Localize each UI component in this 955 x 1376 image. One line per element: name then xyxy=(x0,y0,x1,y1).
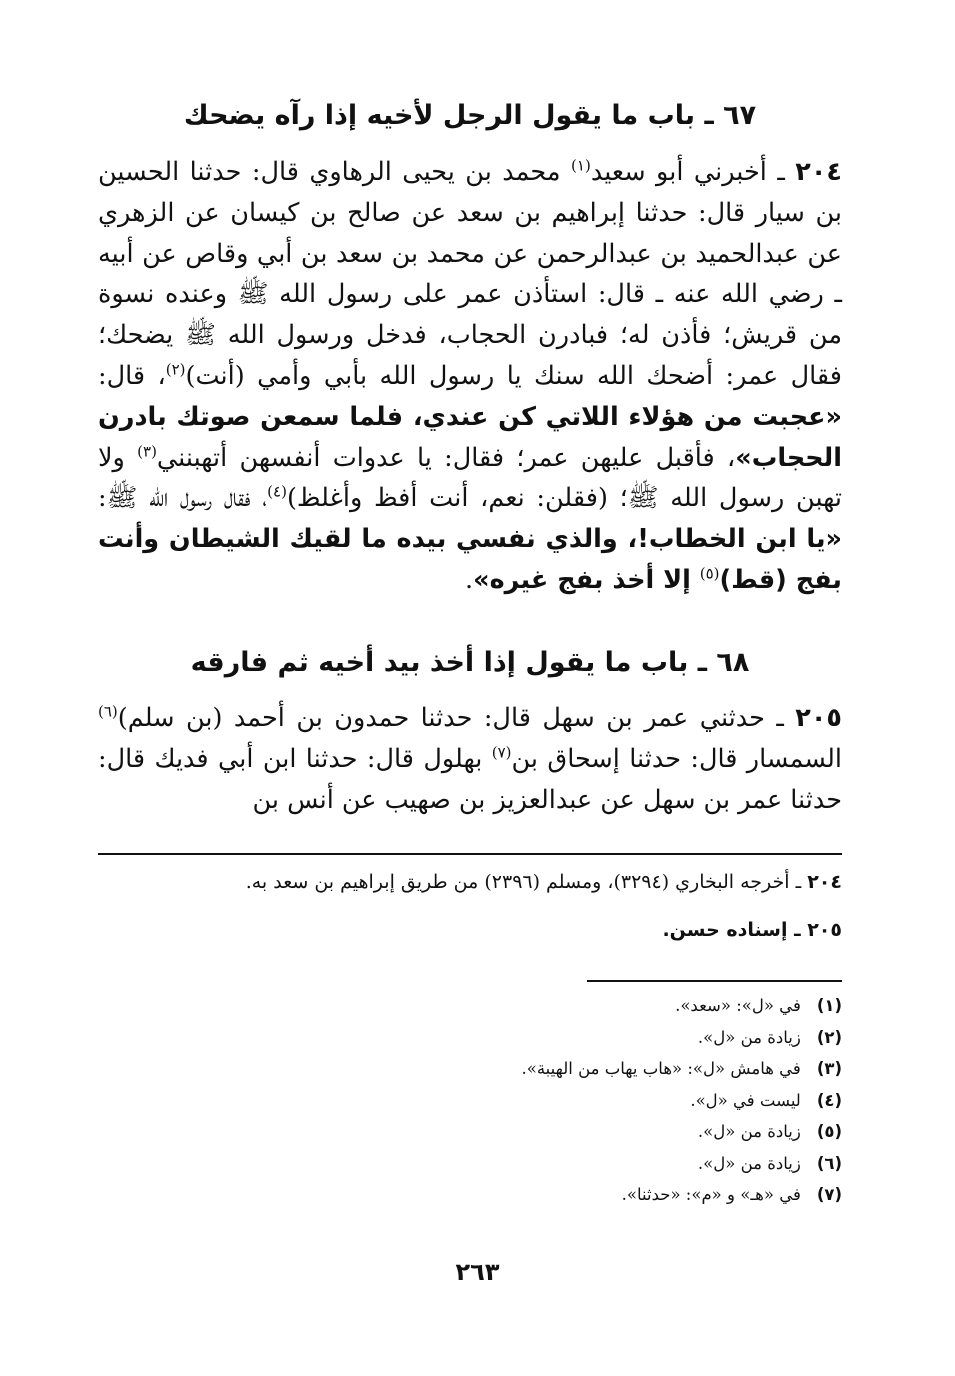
hadith-number: ٢٠٤ xyxy=(795,157,842,187)
hadith-text: ـ أخبرني أبو سعيد xyxy=(590,157,796,187)
footnote-number: (٢) xyxy=(816,1027,842,1047)
hadith-text: . xyxy=(464,564,474,595)
tahqiq-note-204 xyxy=(98,868,842,896)
hadith-text: محمد بن يحيى الرهاوي قال: حدثنا الحسين بن سيار قال: حدثنا إبراهيم بن سعد عن صالح بن كيسان عن الزهري عن عبدالحميد بن عبدالرحمن عن محمد بن سعد بن أبي وقاص عن أبيه ـ رضي الله عنه ـ قال: استأذن عمر على رسول الله ﷺ وعنده نسوة من قريش؛ فأذن له؛ فبادرن الحجاب، فدخل ورسول الله ﷺ يضحك؛ فقال عمر: أضحك الله سنك يا رسول الله بأبي وأمي (أنت) xyxy=(98,157,842,391)
tahqiq-number: ٢٠٥ xyxy=(807,919,842,941)
hadith-text: السمسار قال: حدثنا إسحاق بن xyxy=(511,743,842,774)
footnote-short-divider xyxy=(587,980,842,982)
footnote-number: (٤) xyxy=(816,1090,842,1110)
footnote-list xyxy=(98,990,842,1211)
tahqiq-text: ـ أخرجه البخاري (٣٢٩٤)، ومسلم (٢٣٩٦) من طريق إبراهيم بن سعد به. xyxy=(245,871,808,893)
prophet-quote: «يا ابن الخطاب!، والذي نفسي بيده ما لقيك الشيطان وأنت بفج (قط) xyxy=(98,524,842,595)
chapter-heading-67: ٦٧ ـ باب ما يقول الرجل لأخيه إذا رآه يضحك xyxy=(183,100,757,131)
tahqiq-number: ٢٠٤ xyxy=(807,871,842,893)
hadith-205-paragraph xyxy=(98,698,842,820)
footnote-number: (٦) xyxy=(816,1153,842,1173)
footnote-item xyxy=(98,1116,842,1148)
page-number: ٢٦٣ xyxy=(455,1258,500,1286)
footnote-ref: (٧) xyxy=(491,743,512,762)
footnote-item xyxy=(98,1148,842,1180)
footnote-ref: (٣) xyxy=(137,442,157,461)
tahqiq-note-205 xyxy=(98,916,842,944)
footnote-ref: (٥) xyxy=(699,564,720,583)
footnote-number: (١) xyxy=(816,996,842,1015)
footnote-text: في «هـ» و «م»: «حدثنا». xyxy=(621,1185,801,1204)
footnote-item xyxy=(98,1179,842,1211)
footnote-number: (٧) xyxy=(816,1185,842,1204)
hadith-number: ٢٠٥ xyxy=(795,703,842,733)
footnote-item xyxy=(98,1022,842,1054)
footnote-ref: (٦) xyxy=(98,702,118,721)
hadith-text: ، فأقبل عليهن عمر؛ فقال: يا عدوات أنفسهن أتهبنني xyxy=(156,442,736,473)
footnote-text: في هامش «ل»: «هاب يهاب من الهيبة». xyxy=(521,1059,801,1078)
footnote-text: زيادة من «ل». xyxy=(697,1122,801,1141)
footnote-ref: (٤) xyxy=(267,482,287,501)
hadith-text: ، فقال رسول الله ﷺ: xyxy=(98,483,268,514)
hadith-text: بهلول قال: حدثنا ابن أبي فديك قال: حدثنا عمر بن سهل عن عبدالعزيز بن صهيب عن أنس بن xyxy=(98,743,842,815)
footnote-text: زيادة من «ل». xyxy=(697,1027,801,1047)
hadith-text: ولا تهبن رسول الله ﷺ؛ (فقلن: نعم، أنت أفظ وأغلظ) xyxy=(98,442,842,514)
tahqiq-text: ـ إسناده حسن. xyxy=(662,919,808,941)
chapter-heading-68: ٦٨ ـ باب ما يقول إذا أخذ بيد أخيه ثم فارقه xyxy=(190,647,750,678)
footnote-item xyxy=(98,990,842,1022)
footnote-text: ليست في «ل». xyxy=(690,1090,801,1110)
footnote-item xyxy=(98,1053,842,1085)
hadith-204-paragraph xyxy=(98,152,842,601)
hadith-text: ـ حدثني عمر بن سهل قال: حدثنا حمدون بن أحمد (بن سلم) xyxy=(117,703,796,733)
prophet-quote: إلا أخذ بفج غيره» xyxy=(473,564,700,595)
footnote-divider xyxy=(98,853,842,855)
footnote-ref: (٢) xyxy=(165,360,186,379)
prophet-quote: «عجبت من هؤلاء اللاتي كن عندي، فلما سمعن صوتك بادرن الحجاب» xyxy=(98,401,842,473)
footnote-text: في «ل»: «سعد». xyxy=(675,996,801,1015)
footnote-number: (٥) xyxy=(816,1122,842,1141)
footnote-ref: (١) xyxy=(571,156,591,175)
hadith-text: ، قال: xyxy=(98,360,166,391)
footnote-number: (٣) xyxy=(816,1059,842,1078)
footnote-item xyxy=(98,1085,842,1117)
footnote-text: زيادة من «ل». xyxy=(697,1153,801,1173)
